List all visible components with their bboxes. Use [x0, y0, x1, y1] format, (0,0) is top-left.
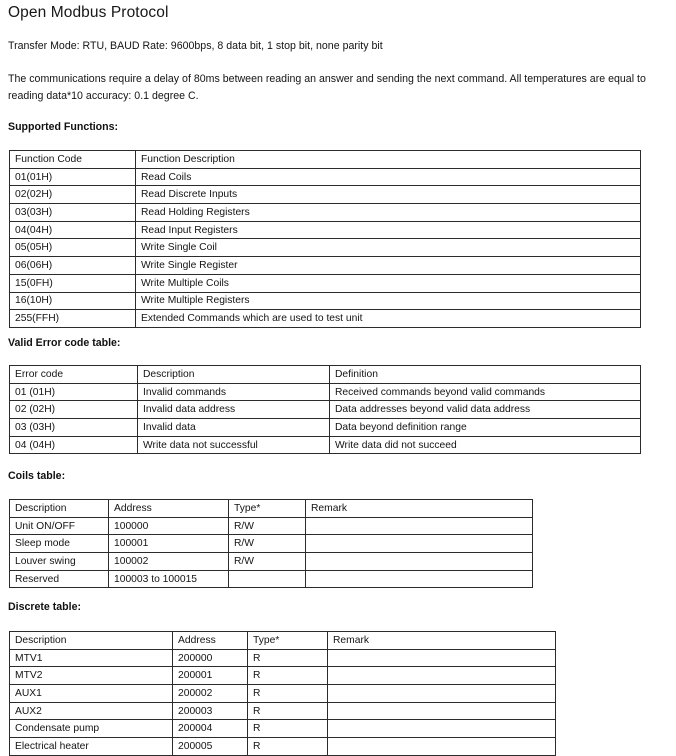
table-cell: Unit ON/OFF	[10, 517, 109, 535]
table-cell: 200005	[173, 738, 248, 756]
table-row	[10, 257, 641, 275]
table-cell: Read Input Registers	[136, 221, 641, 239]
table-body	[10, 151, 641, 328]
table-row	[10, 570, 533, 588]
table-cell: 03 (03H)	[10, 419, 138, 437]
table-cell: 200000	[173, 649, 248, 667]
table-cell: MTV2	[10, 667, 173, 685]
column-header-cell: Address	[173, 632, 248, 650]
table-row	[10, 383, 641, 401]
paragraph-transfer-mode: Transfer Mode: RTU, BAUD Rate: 9600bps, 8 data bit, 1 stop bit, none parity bit	[8, 40, 383, 52]
table-cell: Data beyond definition range	[330, 419, 641, 437]
table-cell: 02(02H)	[10, 186, 136, 204]
paragraph-communications: The communications require a delay of 80ms between reading an answer and sending the next command. All temperatures are equal to reading data*10 accuracy: 0.1 degree C.	[8, 73, 646, 102]
table-cell: 06(06H)	[10, 257, 136, 275]
table-cell	[229, 570, 306, 588]
table-cell: 200004	[173, 720, 248, 738]
section-heading-supported-functions: Supported Functions:	[8, 121, 119, 133]
table-row	[10, 221, 641, 239]
column-header-cell: Definition	[330, 366, 641, 384]
column-header-cell: Type*	[229, 500, 306, 518]
table-cell	[306, 535, 533, 553]
table-cell: 200003	[173, 702, 248, 720]
table-cell: Read Holding Registers	[136, 204, 641, 222]
table-cell: 100001	[109, 535, 229, 553]
table-cell: 01(01H)	[10, 168, 136, 186]
table-row	[10, 738, 556, 756]
table-row	[10, 649, 556, 667]
discrete-table	[9, 631, 556, 756]
table-cell: 04 (04H)	[10, 436, 138, 454]
table-cell: R	[248, 738, 328, 756]
column-header-cell: Type*	[248, 632, 328, 650]
table-cell: R/W	[229, 517, 306, 535]
table-cell: R	[248, 702, 328, 720]
table-row	[10, 685, 556, 703]
table-row	[10, 553, 533, 571]
table-cell	[306, 570, 533, 588]
table-cell: R/W	[229, 553, 306, 571]
table-row	[10, 667, 556, 685]
table-cell	[328, 702, 556, 720]
table-cell	[306, 517, 533, 535]
table-cell: Write Single Coil	[136, 239, 641, 257]
table-cell: Sleep mode	[10, 535, 109, 553]
table-cell	[328, 685, 556, 703]
table-cell: MTV1	[10, 649, 173, 667]
table-cell: Write data did not succeed	[330, 436, 641, 454]
column-header-cell: Description	[138, 366, 330, 384]
table-row	[10, 292, 641, 310]
table-cell: Electrical heater	[10, 738, 173, 756]
table-cell	[328, 720, 556, 738]
table-header-row	[10, 632, 556, 650]
table-cell: Write Multiple Coils	[136, 274, 641, 292]
table-cell: 100002	[109, 553, 229, 571]
table-cell: R	[248, 649, 328, 667]
table-header-row	[10, 151, 641, 169]
table-row	[10, 204, 641, 222]
table-row	[10, 401, 641, 419]
table-cell: AUX1	[10, 685, 173, 703]
table-cell	[328, 738, 556, 756]
table-cell: 05(05H)	[10, 239, 136, 257]
column-header-cell: Address	[109, 500, 229, 518]
table-cell: 01 (01H)	[10, 383, 138, 401]
table-cell: 200001	[173, 667, 248, 685]
table-cell	[306, 553, 533, 571]
table-cell: Read Discrete Inputs	[136, 186, 641, 204]
table-cell: 04(04H)	[10, 221, 136, 239]
table-cell: Extended Commands which are used to test unit	[136, 310, 641, 328]
table-cell: R	[248, 685, 328, 703]
table-cell: 100000	[109, 517, 229, 535]
supported-functions-table	[9, 150, 641, 328]
table-cell: Received commands beyond valid commands	[330, 383, 641, 401]
section-heading-error-codes: Valid Error code table:	[8, 337, 121, 349]
section-heading-coils: Coils table:	[8, 470, 66, 482]
table-cell: 200002	[173, 685, 248, 703]
table-cell: Invalid data	[138, 419, 330, 437]
table-body	[10, 500, 533, 588]
table-cell: R/W	[229, 535, 306, 553]
table-cell: AUX2	[10, 702, 173, 720]
table-body	[10, 366, 641, 454]
table-row	[10, 419, 641, 437]
table-body	[10, 632, 556, 756]
column-header-cell: Error code	[10, 366, 138, 384]
table-row	[10, 310, 641, 328]
table-cell: 16(10H)	[10, 292, 136, 310]
table-cell: Louver swing	[10, 553, 109, 571]
table-cell: Write data not successful	[138, 436, 330, 454]
table-header-row	[10, 500, 533, 518]
section-heading-discrete: Discrete table:	[8, 601, 82, 613]
table-header-row	[10, 366, 641, 384]
table-cell: R	[248, 667, 328, 685]
table-row	[10, 239, 641, 257]
table-cell: Write Single Register	[136, 257, 641, 275]
table-row	[10, 274, 641, 292]
column-header-cell: Remark	[306, 500, 533, 518]
column-header-cell: Remark	[328, 632, 556, 650]
table-cell: 255(FFH)	[10, 310, 136, 328]
table-cell	[328, 649, 556, 667]
table-cell: Reserved	[10, 570, 109, 588]
table-row	[10, 517, 533, 535]
table-cell: 15(0FH)	[10, 274, 136, 292]
table-row	[10, 436, 641, 454]
table-cell: Condensate pump	[10, 720, 173, 738]
coils-table	[9, 499, 533, 588]
table-row	[10, 186, 641, 204]
table-cell: Write Multiple Registers	[136, 292, 641, 310]
table-row	[10, 168, 641, 186]
table-cell: 03(03H)	[10, 204, 136, 222]
table-cell: Invalid commands	[138, 383, 330, 401]
table-cell: 100003 to 100015	[109, 570, 229, 588]
table-cell: Read Coils	[136, 168, 641, 186]
page-title: Open Modbus Protocol	[8, 4, 169, 21]
column-header-cell: Description	[10, 632, 173, 650]
table-row	[10, 720, 556, 738]
table-cell: Data addresses beyond valid data address	[330, 401, 641, 419]
table-cell: 02 (02H)	[10, 401, 138, 419]
column-header-cell: Function Code	[10, 151, 136, 169]
column-header-cell: Description	[10, 500, 109, 518]
column-header-cell: Function Description	[136, 151, 641, 169]
table-cell: Invalid data address	[138, 401, 330, 419]
table-row	[10, 702, 556, 720]
error-code-table	[9, 365, 641, 454]
table-cell: R	[248, 720, 328, 738]
table-cell	[328, 667, 556, 685]
table-row	[10, 535, 533, 553]
